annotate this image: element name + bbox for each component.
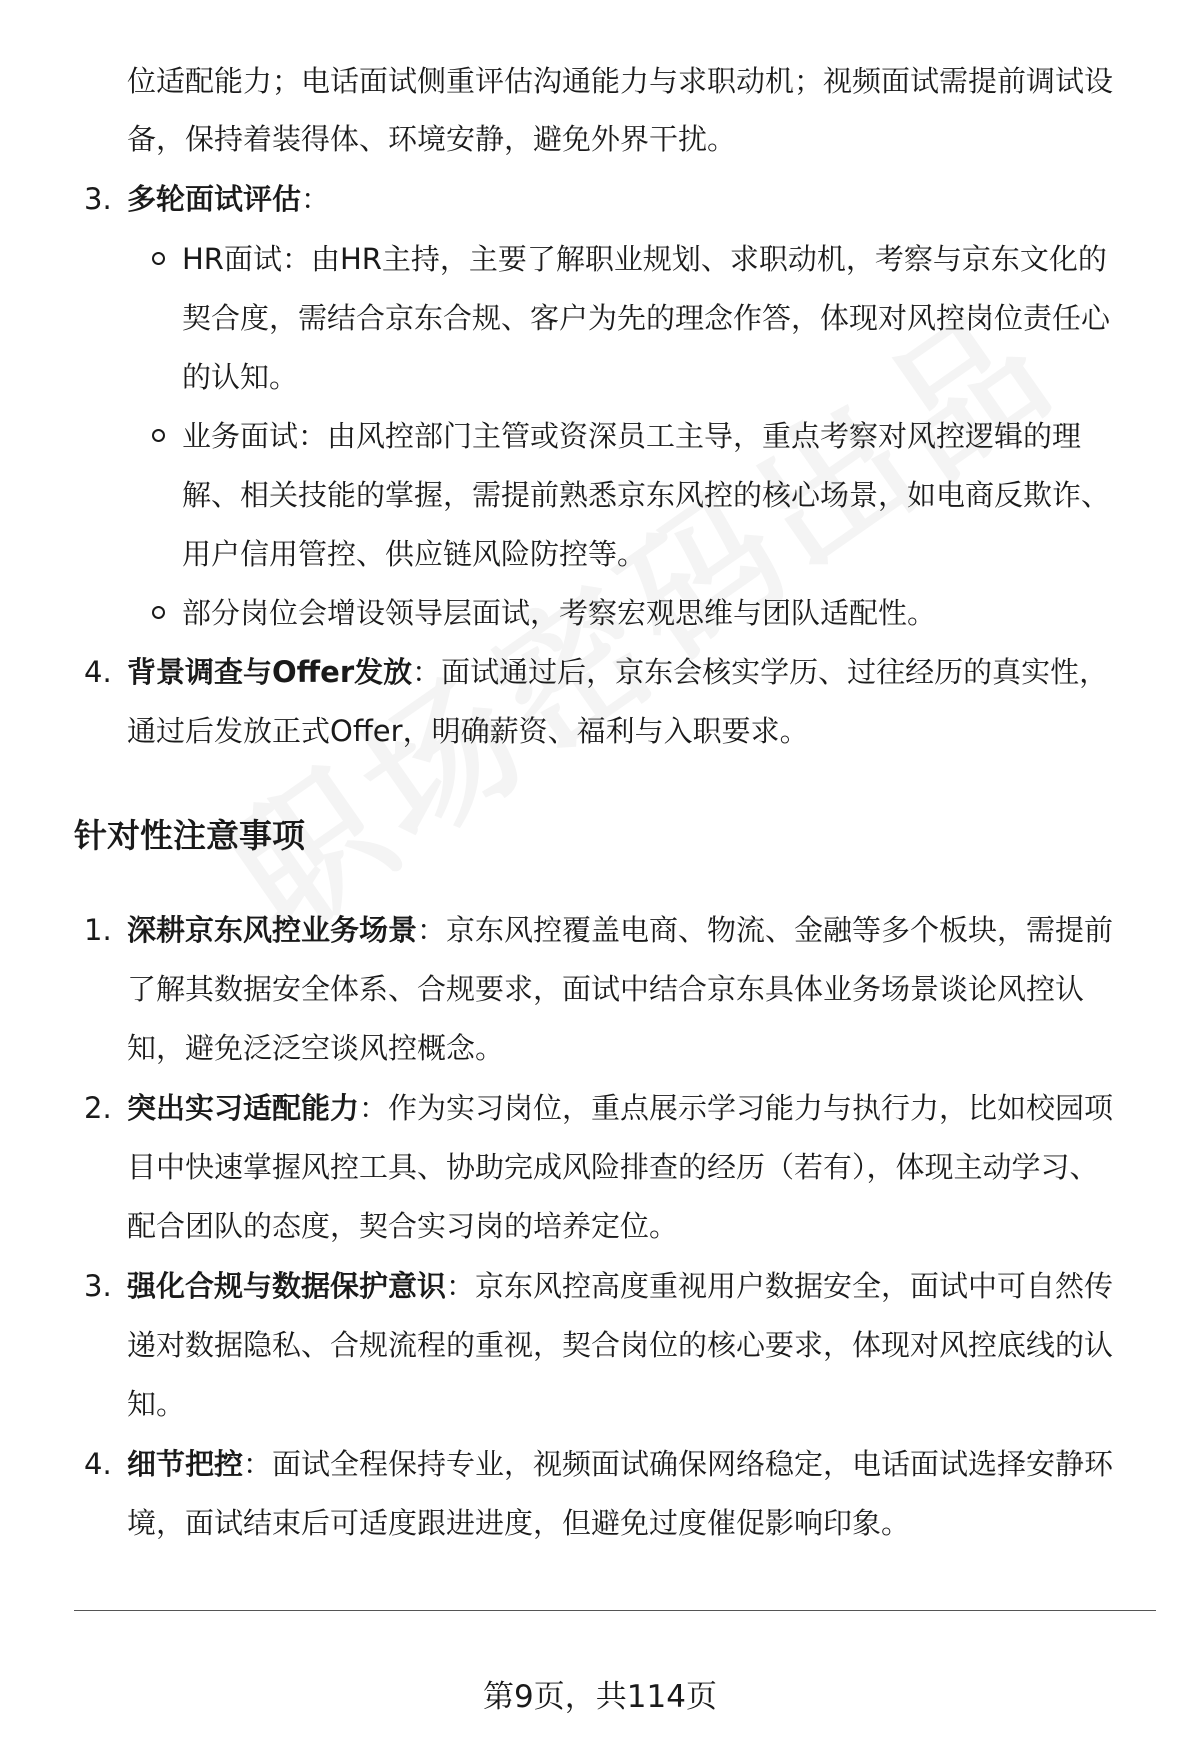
list-number: 2. <box>84 1091 112 1125</box>
paragraph-line: 境，面试结束后可适度跟进进度，但避免过度催促影响印象。 <box>127 1506 911 1540</box>
bullet-icon <box>152 252 165 265</box>
item-title: 突出实习适配能力 <box>127 1091 360 1125</box>
list-item: 深耕京东风控业务场景：京东风控覆盖电商、物流、金融等多个板块，需提前 <box>127 913 1114 947</box>
paragraph-line: 配合团队的态度，契合实习岗的培养定位。 <box>127 1209 679 1243</box>
item-title: 细节把控 <box>127 1447 244 1481</box>
paragraph-line: 知，避免泛泛空谈风控概念。 <box>127 1031 505 1065</box>
paragraph-line: 通过后发放正式Offer，明确薪资、福利与入职要求。 <box>127 714 809 748</box>
list-number: 4. <box>84 1447 112 1481</box>
item-title: 多轮面试评估 <box>127 182 302 216</box>
list-number: 1. <box>84 913 112 947</box>
list-item: 多轮面试评估： <box>127 182 331 216</box>
paragraph-line: 目中快速掌握风控工具、协助完成风险排查的经历（若有），体现主动学习、 <box>127 1150 1099 1184</box>
paragraph-line: 知。 <box>127 1387 186 1421</box>
section-title: 针对性注意事项 <box>74 816 305 855</box>
bullet-icon <box>152 429 165 442</box>
paragraph-line: 位适配能力；电话面试侧重评估沟通能力与求职动机；视频面试需提前调试设 <box>127 64 1114 98</box>
list-number: 3. <box>84 1269 112 1303</box>
sub-item-line: 业务面试：由风控部门主管或资深员工主导，重点考察对风控逻辑的理 <box>182 419 1082 453</box>
sub-item-line: 部分岗位会增设领导层面试，考察宏观思维与团队适配性。 <box>182 596 937 630</box>
list-item: 强化合规与数据保护意识：京东风控高度重视用户数据安全，面试中可自然传 <box>127 1269 1114 1303</box>
item-title: 深耕京东风控业务场景 <box>127 913 418 947</box>
paragraph-line: 了解其数据安全体系、合规要求，面试中结合京东具体业务场景谈论风控认 <box>127 972 1085 1006</box>
sub-item-line: 用户信用管控、供应链风险防控等。 <box>182 537 647 571</box>
paragraph-line: 递对数据隐私、合规流程的重视，契合岗位的核心要求，体现对风控底线的认 <box>127 1328 1114 1362</box>
list-item: 背景调查与Offer发放：面试通过后，京东会核实学历、过往经历的真实性， <box>127 655 1109 689</box>
list-number: 4. <box>84 655 112 689</box>
footer-divider <box>74 1610 1156 1611</box>
sub-item-line: 解、相关技能的掌握，需提前熟悉京东风控的核心场景，如电商反欺诈、 <box>182 478 1111 512</box>
item-title: 强化合规与数据保护意识 <box>127 1269 447 1303</box>
sub-item-line: 契合度，需结合京东合规、客户为先的理念作答，体现对风控岗位责任心 <box>182 301 1111 335</box>
list-number: 3. <box>84 182 112 216</box>
sub-item-line: 的认知。 <box>182 360 299 394</box>
list-item: 细节把控：面试全程保持专业，视频面试确保网络稳定，电话面试选择安静环 <box>127 1447 1114 1481</box>
item-title: 背景调查与Offer发放 <box>127 655 413 689</box>
paragraph-line: 备，保持着装得体、环境安静，避免外界干扰。 <box>127 122 737 156</box>
bullet-icon <box>152 606 165 619</box>
page-number: 第9页，共114页 <box>483 1679 717 1715</box>
list-item: 突出实习适配能力：作为实习岗位，重点展示学习能力与执行力，比如校园项 <box>127 1091 1114 1125</box>
sub-item-line: HR面试：由HR主持，主要了解职业规划、求职动机，考察与京东文化的 <box>182 242 1107 276</box>
